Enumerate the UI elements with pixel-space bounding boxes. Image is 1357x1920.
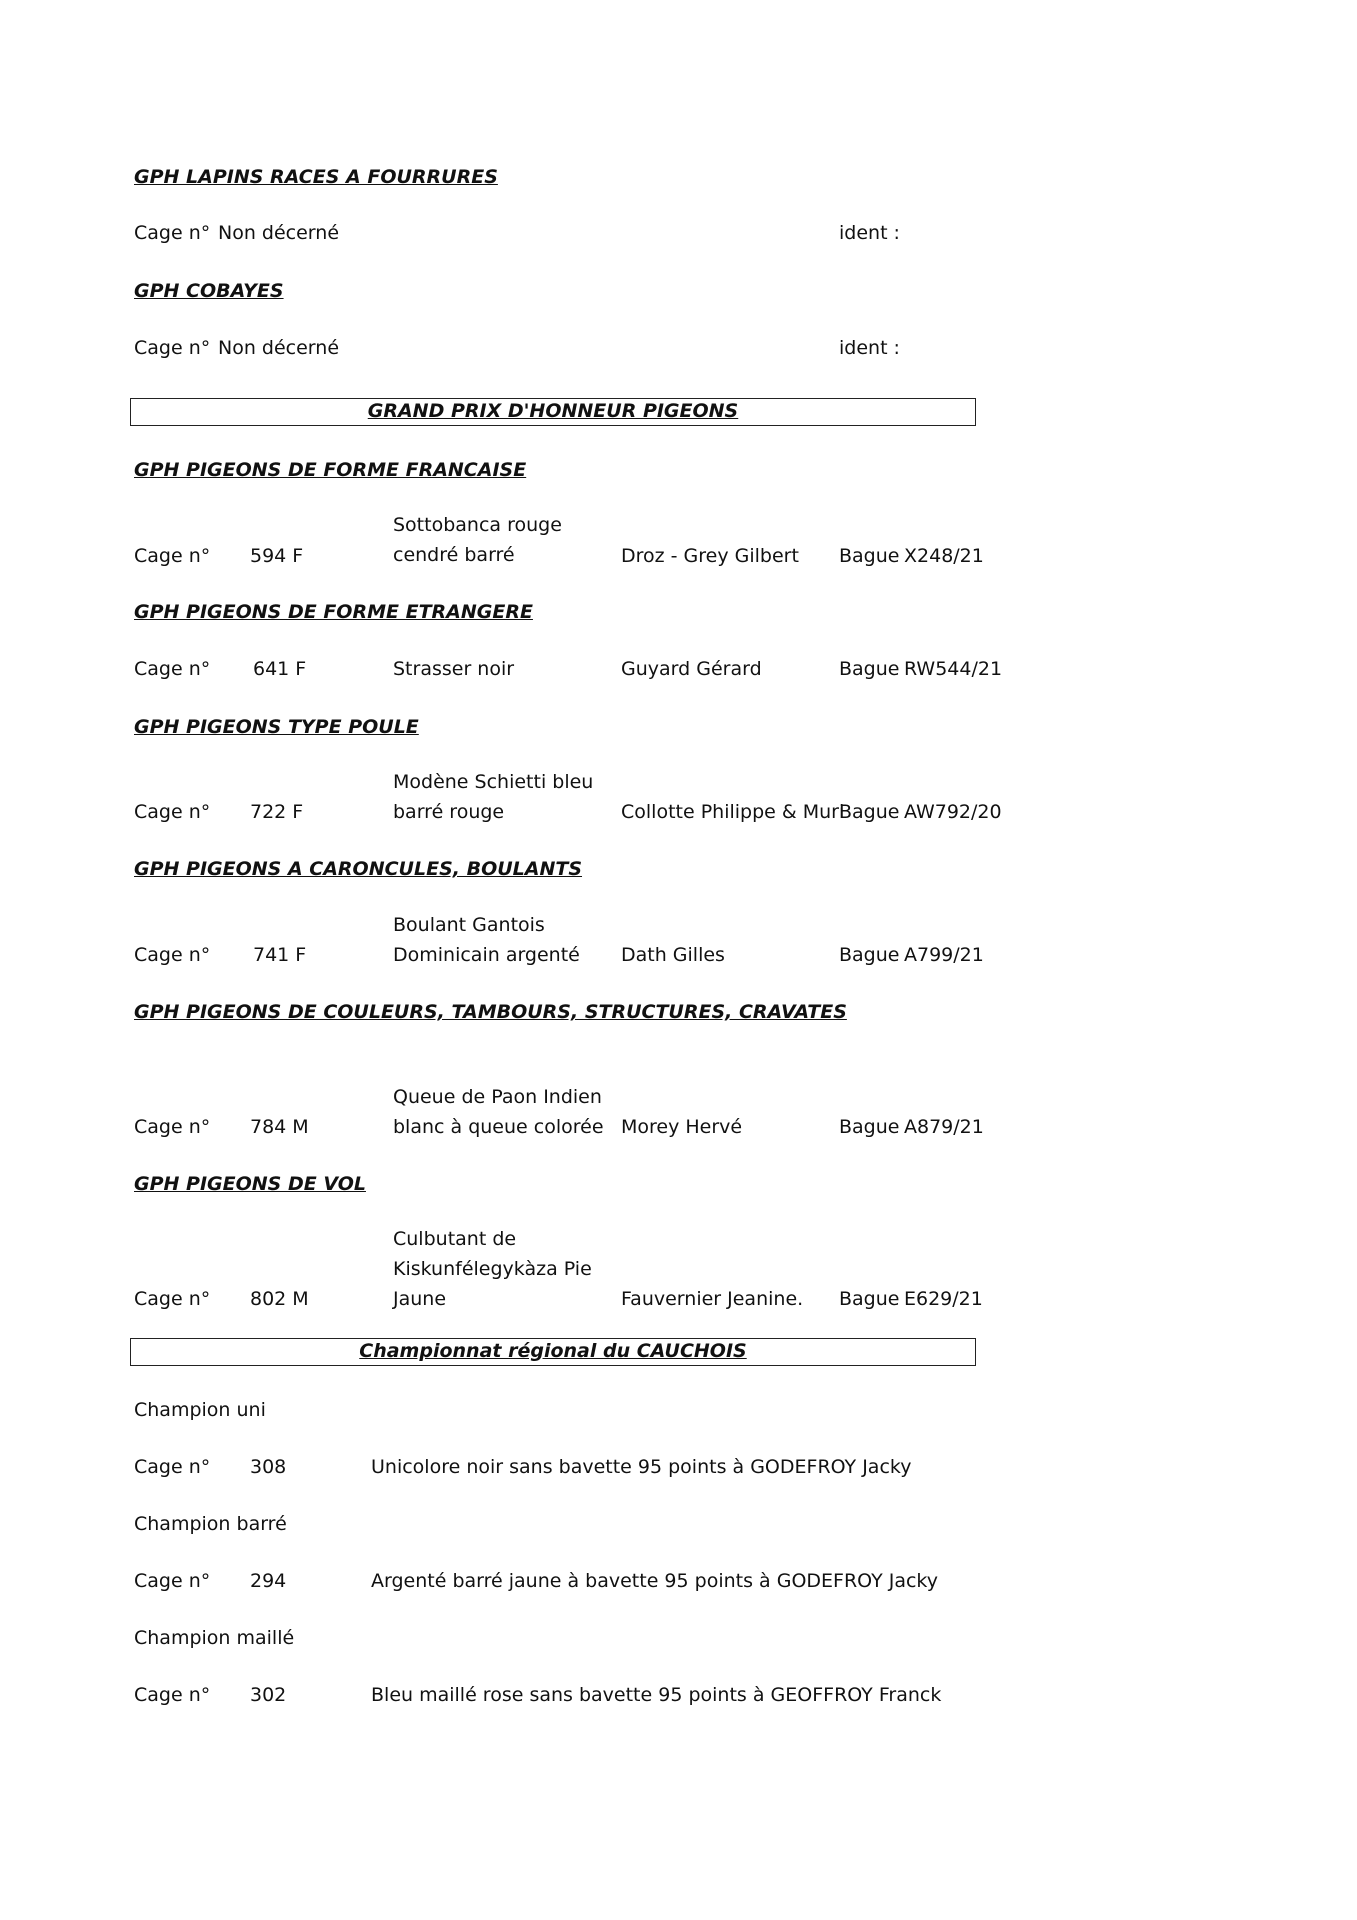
championnat-cauchois-box (130, 1338, 976, 1366)
bague-label: Bague (839, 801, 900, 823)
pigeon-owner: Fauvernier Jeanine. (621, 1288, 804, 1310)
bague-label: Bague (839, 1116, 900, 1138)
pigeon-owner: Droz - Grey Gilbert (621, 545, 799, 567)
champion-desc: Bleu maillé rose sans bavette 95 points à GEOFFROY Franck (371, 1684, 942, 1706)
section-heading-type-poule: GPH PIGEONS TYPE POULE (134, 716, 419, 738)
bague-number: E629/21 (904, 1288, 983, 1310)
cage-number: 294 (250, 1570, 287, 1592)
ident-label: ident : (839, 222, 900, 244)
grand-prix-pigeons-box (130, 398, 976, 426)
pigeon-desc-line: Modène Schietti bleu (393, 771, 594, 793)
cage-value: Non décerné (218, 337, 340, 359)
cage-label: Cage n° (134, 658, 211, 680)
bague-number: RW544/21 (904, 658, 1003, 680)
cage-number: 741 F (253, 944, 307, 966)
pigeon-desc-line: blanc à queue colorée (393, 1116, 604, 1138)
cage-label: Cage n° (134, 222, 211, 244)
champion-title: Champion uni (134, 1399, 266, 1421)
ident-label: ident : (839, 337, 900, 359)
pigeon-desc-line: Sottobanca rouge (393, 514, 562, 536)
section-heading-forme-francaise: GPH PIGEONS DE FORME FRANCAISE (134, 459, 527, 481)
cage-number: 641 F (253, 658, 307, 680)
pigeon-desc-line: Dominicain argenté (393, 944, 580, 966)
bague-label: Bague (839, 545, 900, 567)
section-heading-forme-etrangere: GPH PIGEONS DE FORME ETRANGERE (134, 601, 533, 623)
bague-label: Bague (839, 944, 900, 966)
championnat-cauchois-title: Championnat régional du CAUCHOIS (359, 1340, 747, 1362)
cage-label: Cage n° (134, 801, 211, 823)
cage-label: Cage n° (134, 1456, 211, 1478)
champion-desc: Argenté barré jaune à bavette 95 points à GODEFROY Jacky (371, 1570, 938, 1592)
grand-prix-pigeons-title: GRAND PRIX D'HONNEUR PIGEONS (367, 400, 739, 422)
cage-number: 302 (250, 1684, 287, 1706)
bague-number: X248/21 (904, 545, 984, 567)
cage-label: Cage n° (134, 545, 211, 567)
bague-label: Bague (839, 658, 900, 680)
cage-label: Cage n° (134, 1570, 211, 1592)
pigeon-desc-line: Queue de Paon Indien (393, 1086, 602, 1108)
pigeon-owner: Dath Gilles (621, 944, 725, 966)
pigeon-owner: Collotte Philippe & Muri (621, 801, 845, 823)
bague-number: A799/21 (904, 944, 984, 966)
bague-number: AW792/20 (904, 801, 1002, 823)
section-heading-cobayes: GPH COBAYES (134, 280, 284, 302)
pigeon-desc-line: Culbutant de (393, 1228, 517, 1250)
pigeon-desc-line: Boulant Gantois (393, 914, 545, 936)
section-heading-lapins: GPH LAPINS RACES A FOURRURES (134, 166, 498, 188)
pigeon-desc-line: Kiskunfélegykàza Pie (393, 1258, 592, 1280)
champion-title: Champion maillé (134, 1627, 295, 1649)
cage-number: 722 F (250, 801, 304, 823)
cage-label: Cage n° (134, 1116, 211, 1138)
cage-number: 802 M (250, 1288, 309, 1310)
pigeon-desc-line: Strasser noir (393, 658, 515, 680)
bague-label: Bague (839, 1288, 900, 1310)
cage-number: 784 M (250, 1116, 309, 1138)
cage-number: 594 F (250, 545, 304, 567)
champion-desc: Unicolore noir sans bavette 95 points à GODEFROY Jacky (371, 1456, 912, 1478)
cage-number: 308 (250, 1456, 287, 1478)
cage-label: Cage n° (134, 1684, 211, 1706)
cage-label: Cage n° (134, 944, 211, 966)
pigeon-owner: Morey Hervé (621, 1116, 743, 1138)
bague-number: A879/21 (904, 1116, 984, 1138)
pigeon-desc-line: Jaune (393, 1288, 447, 1310)
cage-label: Cage n° (134, 1288, 211, 1310)
section-heading-caroncules-boulants: GPH PIGEONS A CARONCULES, BOULANTS (134, 858, 583, 880)
pigeon-desc-line: barré rouge (393, 801, 505, 823)
pigeon-desc-line: cendré barré (393, 544, 515, 566)
section-heading-vol: GPH PIGEONS DE VOL (134, 1173, 366, 1195)
pigeon-owner: Guyard Gérard (621, 658, 762, 680)
cage-value: Non décerné (218, 222, 340, 244)
section-heading-couleurs-tambours: GPH PIGEONS DE COULEURS, TAMBOURS, STRUCTURES, CRAVATES (134, 1001, 847, 1023)
champion-title: Champion barré (134, 1513, 287, 1535)
cage-label: Cage n° (134, 337, 211, 359)
